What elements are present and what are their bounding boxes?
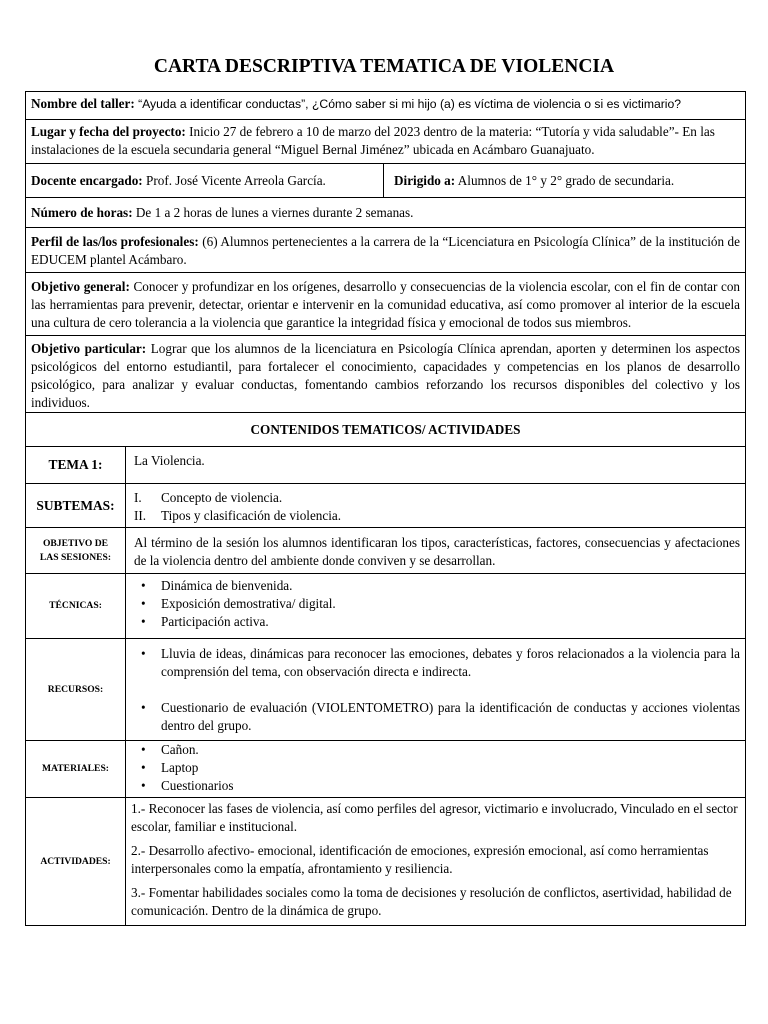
subtemas-list	[131, 489, 740, 525]
tecnicas-cell	[125, 573, 746, 639]
list-text: Tipos y clasificación de violencia.	[161, 508, 342, 523]
actividad-item: 1.- Reconocer las fases de violencia, así como perfiles del agresor, victimario e involucrado, Vinculado en el sector escolar, familiar e institucional.	[131, 801, 738, 834]
list-item: • Laptop	[131, 759, 740, 777]
subtemas-cell	[125, 483, 746, 528]
materiales-list	[131, 741, 740, 795]
perfil-label: Perfil de las/los profesionales:	[31, 234, 199, 249]
list-text: Concepto de violencia.	[161, 490, 283, 505]
recursos-list	[131, 645, 740, 735]
objetivo-sesiones-label-line2: LAS SESIONES:	[39, 551, 112, 563]
dirigido-cell	[383, 163, 746, 198]
objetivo-general-row	[25, 272, 746, 336]
docente-label: Docente encargado:	[31, 173, 143, 188]
perfil-value: (6) Alumnos pertenecientes a la carrera de la “Licenciatura en Psicología Clínica” de la institución de EDUCEM plantel Acámbaro.	[31, 234, 740, 267]
horas-label: Número de horas:	[31, 205, 133, 220]
actividades-label: ACTIVIDADES:	[25, 797, 126, 926]
docente-value: Prof. José Vicente Arreola García.	[146, 173, 326, 188]
list-item: • Lluvia de ideas, dinámicas para reconocer las emociones, debates y foros relacionados a la violencia para la comprensión del tema, con observación directa e indirecta.	[131, 645, 740, 681]
list-item: • Dinámica de bienvenida.	[131, 577, 740, 595]
objetivo-particular-label: Objetivo particular:	[31, 341, 147, 356]
recursos-label: RECURSOS:	[25, 638, 126, 741]
lugar-label: Lugar y fecha del proyecto:	[31, 124, 186, 139]
list-item	[131, 489, 740, 507]
list-item: • Participación activa.	[131, 613, 740, 631]
list-item: • Cuestionarios	[131, 777, 740, 795]
tecnicas-label: TÉCNICAS:	[25, 573, 126, 639]
document-title: CARTA DESCRIPTIVA TEMATICA DE VIOLENCIA	[153, 56, 615, 77]
tema-label: TEMA 1:	[25, 446, 126, 484]
objetivo-sesiones-value: Al término de la sesión los alumnos identificaran los tipos, características, factores, consecuencias y afectaciones de la violencia dentro del ambiente donde conviven y se desarrollan.	[125, 527, 746, 574]
list-number: I.	[134, 490, 142, 505]
list-item: • Cuestionario de evaluación (VIOLENTOMETRO) para la identificación de conductas y acciones violentas dentro del grupo.	[131, 699, 740, 735]
lugar-row	[25, 119, 746, 164]
tecnicas-list	[131, 577, 740, 631]
list-item: • Cañon.	[131, 741, 740, 759]
objetivo-sesiones-label	[25, 527, 126, 574]
taller-value: , ¿Cómo saber si mi hijo (a) es víctima de violencia o si es victimario?	[305, 97, 682, 111]
tema-value: La Violencia.	[125, 446, 746, 484]
objetivo-general-label: Objetivo general:	[31, 279, 130, 294]
horas-row	[25, 197, 746, 228]
materiales-label: MATERIALES:	[25, 740, 126, 798]
dirigido-value: Alumnos de 1° y 2° grado de secundaria.	[457, 173, 675, 188]
taller-value-quoted: “Ayuda a identificar conductas”	[138, 97, 306, 111]
list-number: II.	[134, 508, 147, 523]
perfil-row	[25, 227, 746, 273]
actividad-item: 2.- Desarrollo afectivo- emocional, identificación de emociones, expresión emocional, así como herramientas interpersonales como la empatía, afrontamiento y resiliencia.	[131, 843, 709, 876]
list-item	[131, 507, 740, 525]
objetivo-particular-row	[25, 335, 746, 413]
objetivo-particular-value: Lograr que los alumnos de la licenciatura en Psicología Clínica aprendan, aporten y determinen los aspectos psicológicos del entorno estudiantil, para fortalecer el conocimiento, capacidades y competencias en los planos de desarrollo psicológico, para analizar y evaluar conductas, fomentando cambios reforzando los recursos disponibles del colectivo y los individuos.	[31, 341, 740, 410]
objetivo-general-value: Conocer y profundizar en los orígenes, desarrollo y consecuencias de la violencia escolar, con el fin de contar con las herramientas para prevenir, detectar, orientar e intervenir en la comunidad educativa, así como promover al interior de la escuela una cultura de cero tolerancia a la violencia que garantice la integridad física y emocional de todos sus miembros.	[31, 279, 741, 330]
materiales-cell	[125, 740, 746, 798]
dirigido-label: Dirigido a:	[394, 173, 456, 188]
lugar-value: Inicio 27 de febrero a 10 de marzo del 2023 dentro de la materia: “Tutoría y vida saludable”- En las instalaciones de la escuela secundaria general “Miguel Bernal Jiménez” ubicada en Acámbaro Guanajuato.	[31, 124, 715, 157]
recursos-cell	[125, 638, 746, 741]
taller-row	[25, 91, 746, 120]
list-item: • Exposición demostrativa/ digital.	[131, 595, 740, 613]
contenidos-title: CONTENIDOS TEMATICOS/ ACTIVIDADES	[25, 412, 746, 447]
actividades-cell	[125, 797, 746, 926]
actividad-item: 3.- Fomentar habilidades sociales como la toma de decisiones y resolución de conflictos, asertividad, habilidad de comunicación. Dentro de la dinámica de grupo.	[131, 885, 732, 918]
objetivo-sesiones-label-line1: OBJETIVO DE	[42, 537, 109, 549]
taller-label: Nombre del taller:	[31, 96, 135, 111]
subtemas-label: SUBTEMAS:	[25, 483, 126, 528]
docente-cell	[25, 163, 384, 198]
horas-value: De 1 a 2 horas de lunes a viernes durante 2 semanas.	[135, 205, 414, 220]
